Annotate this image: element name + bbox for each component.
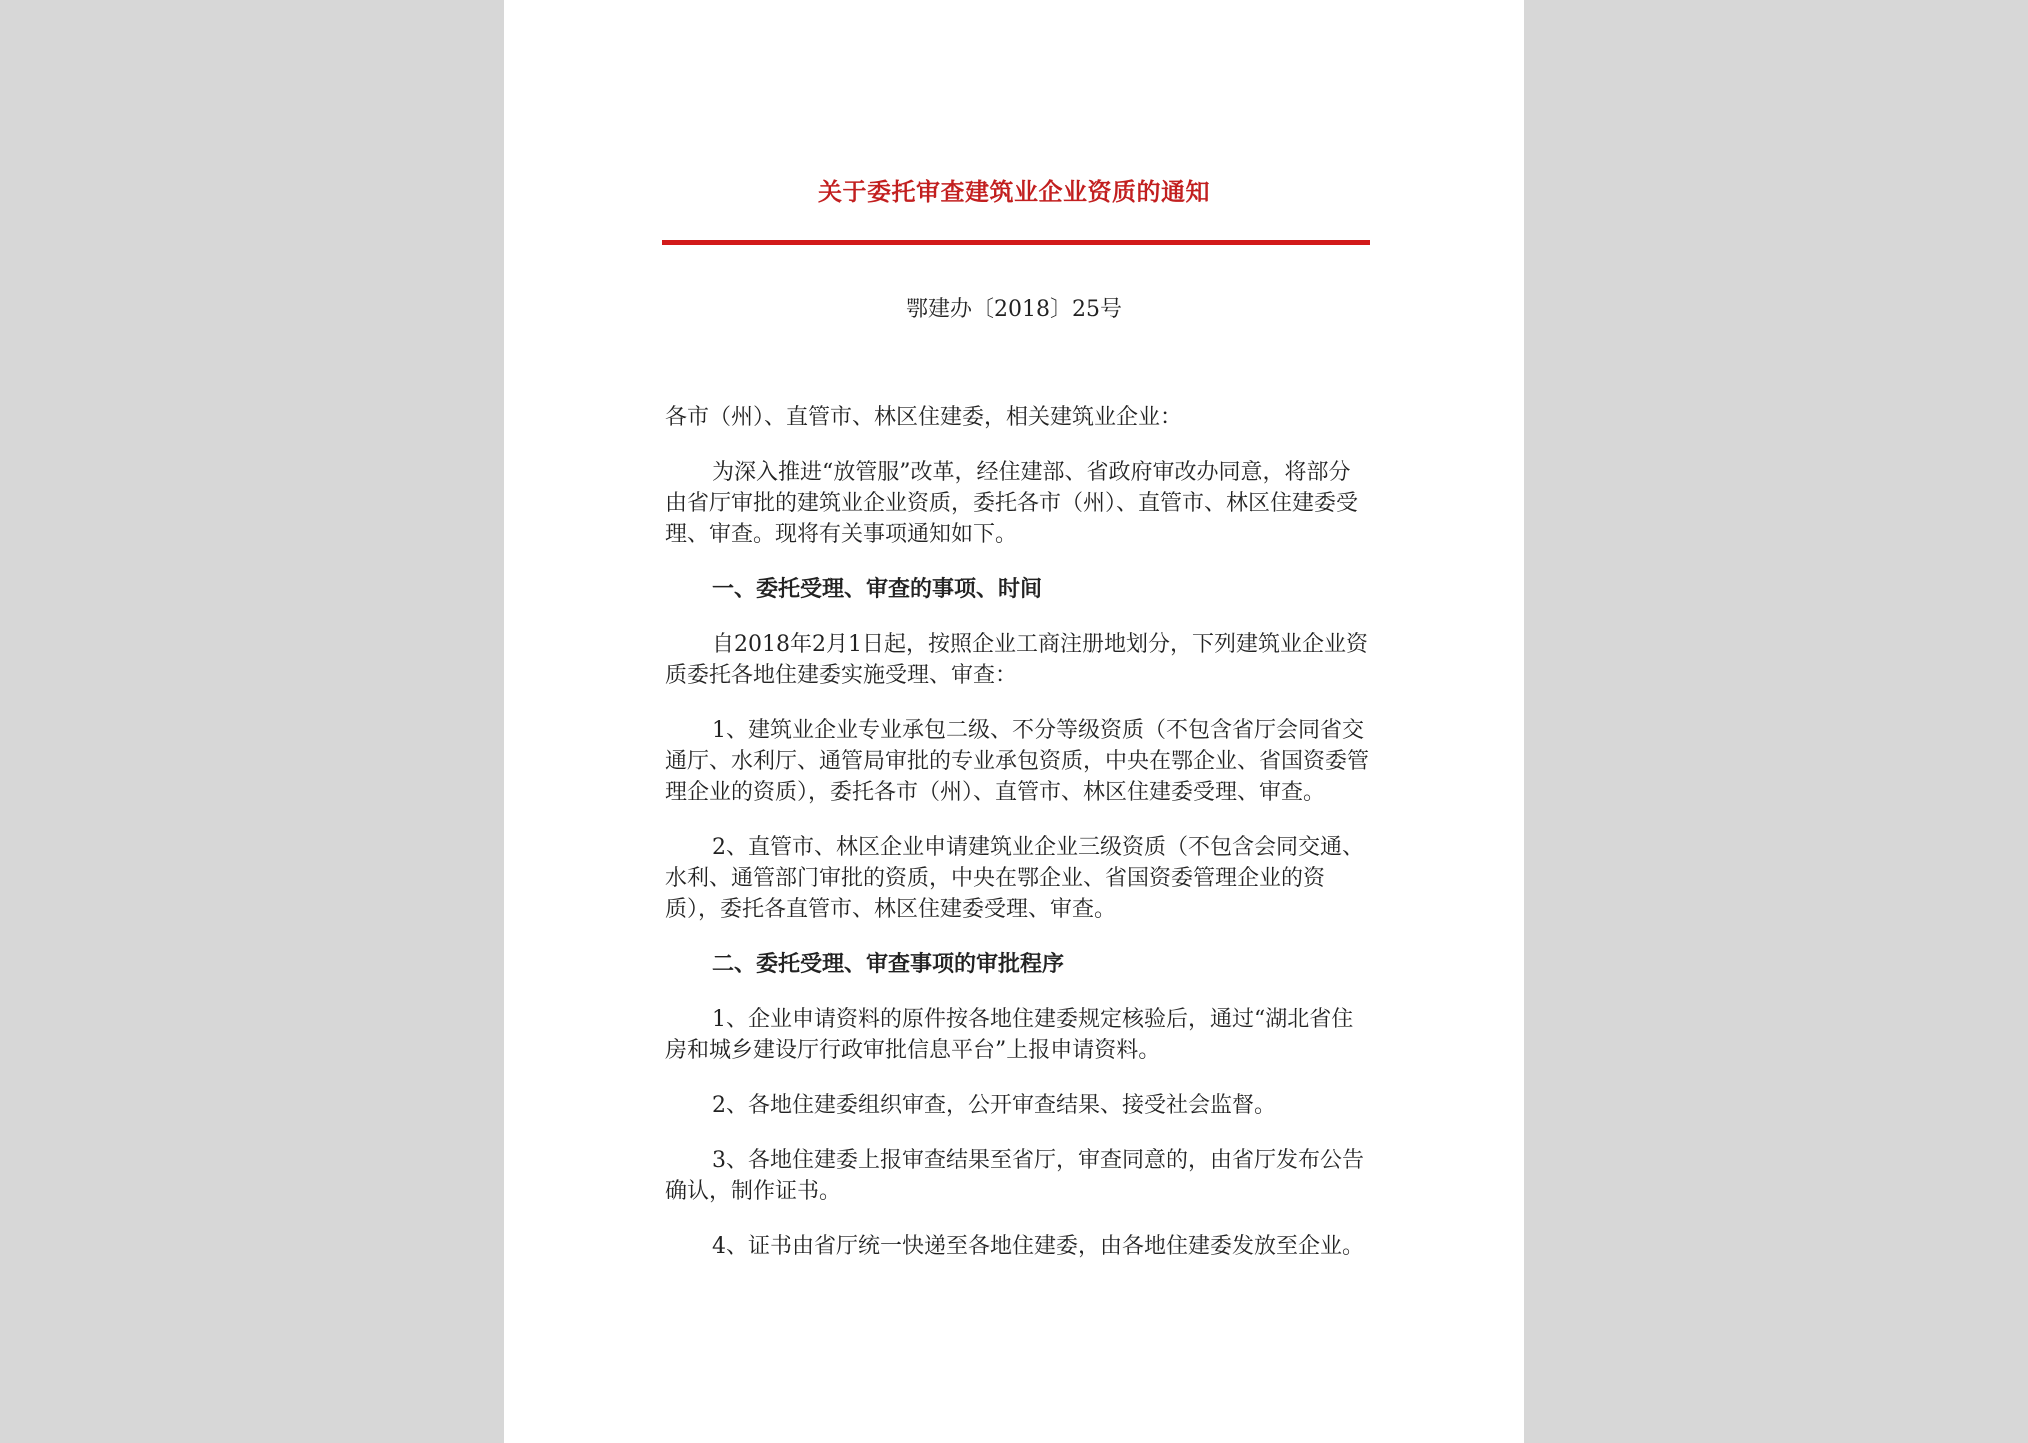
section-2-item-4: 4、证书由省厅统一快递至各地住建委，由各地住建委发放至企业。	[712, 1234, 1364, 1259]
salutation: 各市（州）、直管市、林区住建委，相关建筑业企业：	[665, 405, 1183, 430]
document-number: 鄂建办〔2018〕25号	[906, 297, 1122, 322]
document-page	[504, 0, 1524, 1443]
section-2-item-1: 1、企业申请资料的原件按各地住建委规定核验后，通过“湖北省住房和城乡建设厅行政审批信息平台”上报申请资料。	[665, 1007, 1354, 1063]
section-2-item-2: 2、各地住建委组织审查，公开审查结果、接受社会监督。	[712, 1093, 1276, 1118]
section-1-item-1: 1、建筑业企业专业承包二级、不分等级资质（不包含省厅会同省交通厅、水利厅、通管局审批的专业承包资质，中央在鄂企业、省国资委管理企业的资质），委托各市（州）、直管市、林区住建委受理、审查。	[665, 718, 1370, 805]
section-1-item-2: 2、直管市、林区企业申请建筑业企业三级资质（不包含会同交通、水利、通管部门审批的资质，中央在鄂企业、省国资委管理企业的资质），委托各直管市、林区住建委受理、审查。	[665, 835, 1364, 922]
section-2-heading: 二、委托受理、审查事项的审批程序	[712, 951, 1065, 977]
document-body	[665, 402, 1370, 1286]
red-header-rule	[662, 240, 1370, 245]
intro-paragraph: 为深入推进“放管服”改革，经住建部、省政府审改办同意，将部分由省厅审批的建筑业企业资质，委托各市（州）、直管市、林区住建委受理、审查。现将有关事项通知如下。	[665, 460, 1359, 547]
section-2-item-3: 3、各地住建委上报审查结果至省厅，审查同意的，由省厅发布公告确认，制作证书。	[665, 1148, 1364, 1204]
section-1-text: 自2018年2月1日起，按照企业工商注册地划分，下列建筑业企业资质委托各地住建委实施受理、审查：	[665, 632, 1368, 688]
document-title: 关于委托审查建筑业企业资质的通知	[818, 177, 1210, 206]
section-1-heading: 一、委托受理、审查的事项、时间	[712, 576, 1043, 602]
